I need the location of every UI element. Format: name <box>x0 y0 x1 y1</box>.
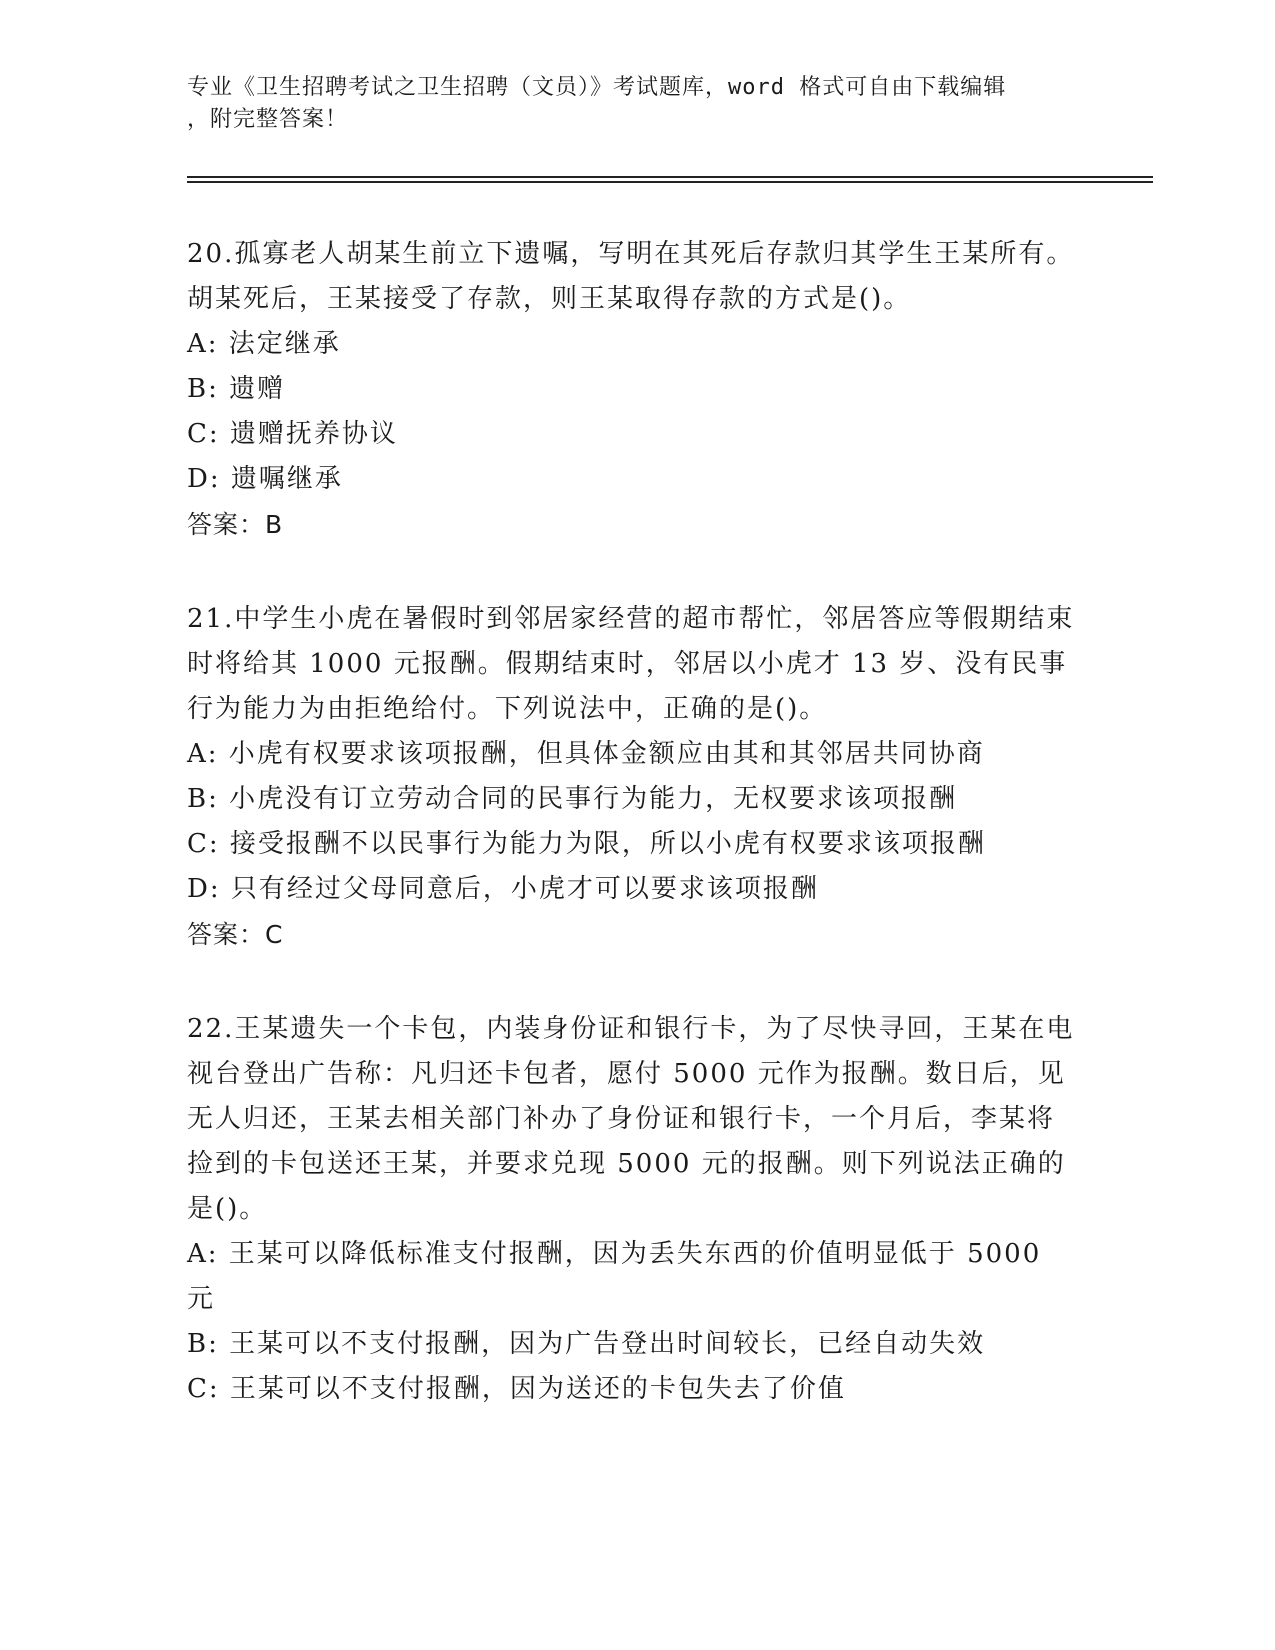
document-header <box>187 72 1067 136</box>
option-c: C: 王某可以不支付报酬，因为送还的卡包失去了价值 <box>187 1374 846 1404</box>
option-a: A: 王某可以降低标准支付报酬，因为丢失东西的价值明显低于 5000 元 <box>187 1239 1042 1314</box>
header-divider-top <box>187 176 1153 178</box>
option-d: D: 遗嘱继承 <box>187 464 343 494</box>
option-c: C: 遗赠抚养协议 <box>187 419 398 449</box>
option-a: A: 小虎有权要求该项报酬，但具体金额应由其和其邻居共同协商 <box>187 739 985 769</box>
header-line-2: ，附完整答案！ <box>187 107 349 132</box>
answer: 答案：C <box>187 920 284 949</box>
question-stem: 21.中学生小虎在暑假时到邻居家经营的超市帮忙，邻居答应等假期结束时将给其 1000 元报酬。假期结束时，邻居以小虎才 13 岁、没有民事行为能力为由拒绝给付。下列说法中，正确的是()。 <box>187 604 1075 724</box>
question-stem: 22.王某遗失一个卡包，内装身份证和银行卡，为了尽快寻回，王某在电视台登出广告称：凡归还卡包者，愿付 5000 元作为报酬。数日后，见无人归还，王某去相关部门补办了身份证和银行卡，一个月后，李某将捡到的卡包送还王某，并要求兑现 5000 元的报酬。则下列说法正确的是()。 <box>187 1014 1075 1224</box>
answer: 答案：B <box>187 510 284 539</box>
option-b: B: 王某可以不支付报酬，因为广告登出时间较长，已经自动失效 <box>187 1329 986 1359</box>
question-20 <box>187 232 1077 547</box>
option-a: A: 法定继承 <box>187 329 341 359</box>
header-divider-bottom <box>187 181 1153 183</box>
question-stem: 20.孤寡老人胡某生前立下遗嘱，写明在其死后存款归其学生王某所有。胡某死后，王某接受了存款，则王某取得存款的方式是()。 <box>187 239 1075 314</box>
option-b: B: 遗赠 <box>187 374 286 404</box>
option-c: C: 接受报酬不以民事行为能力为限，所以小虎有权要求该项报酬 <box>187 829 986 859</box>
header-line-1: 专业《卫生招聘考试之卫生招聘（文员）》考试题库，word 格式可自由下载编辑 <box>187 75 1007 100</box>
question-22 <box>187 1007 1077 1412</box>
option-b: B: 小虎没有订立劳动合同的民事行为能力，无权要求该项报酬 <box>187 784 958 814</box>
option-d: D: 只有经过父母同意后，小虎才可以要求该项报酬 <box>187 874 819 904</box>
question-21 <box>187 597 1077 957</box>
